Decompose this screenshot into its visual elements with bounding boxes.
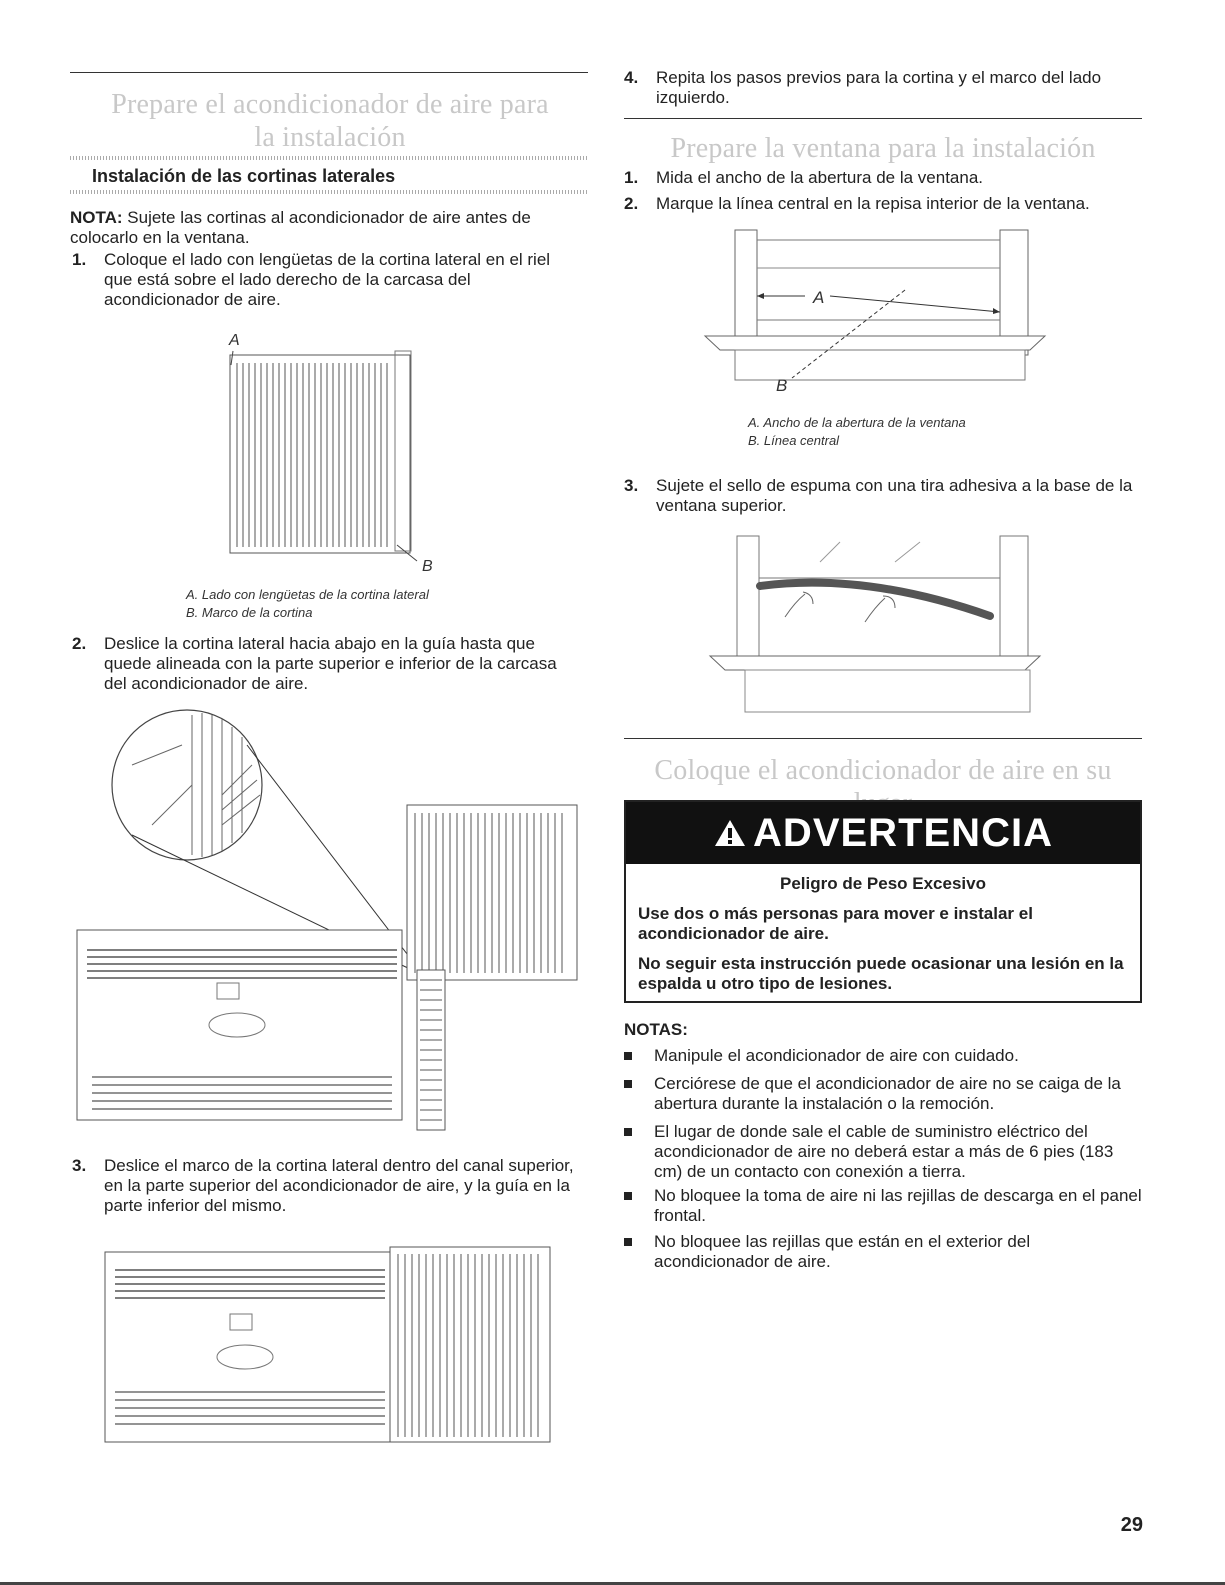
- note-item: [624, 1232, 1142, 1274]
- note-text: Sujete las cortinas al acondicionador de aire antes de colocarlo en la ventana.: [70, 208, 531, 247]
- section-title-prepare-window: Prepare la ventana para la instalación: [670, 133, 1096, 164]
- note-paragraph: [70, 208, 580, 248]
- step-text: Mida el ancho de la abertura de la ventana.: [656, 168, 984, 187]
- note-label: NOTA:: [70, 208, 123, 227]
- right-rule-1: [624, 118, 1142, 119]
- step-number: 1.: [72, 250, 87, 269]
- left-step-2: [72, 634, 577, 696]
- step-text: Marque la línea central en la repisa interior de la ventana.: [656, 194, 1090, 213]
- figure1-caption-a: A. Lado con lengüetas de la cortina lateral: [186, 587, 429, 602]
- ac-curtain-detail-figure: [72, 705, 592, 1145]
- left-step-1: [72, 250, 577, 330]
- page-number: 29: [1120, 1514, 1143, 1536]
- note-text: No bloquee las rejillas que están en el exterior del acondicionador de aire.: [654, 1232, 1031, 1271]
- figure-label-b: B: [776, 376, 788, 395]
- step-number: 1.: [624, 168, 639, 187]
- right-step-2: [624, 194, 1139, 214]
- warning-line-2: No seguir esta instrucción puede ocasionar una lesión en la espalda u otro tipo de lesiones.: [638, 954, 1124, 993]
- window-measure-figure: [700, 228, 1050, 408]
- bullet-icon: [624, 1238, 632, 1246]
- right-step-1: [624, 168, 1139, 188]
- foam-seal-figure: [705, 532, 1045, 717]
- note-item: [624, 1046, 1142, 1066]
- step-number: 2.: [72, 634, 87, 653]
- subtitle-underline: [70, 190, 588, 194]
- notes-label: NOTAS:: [624, 1020, 688, 1039]
- note-text: Manipule el acondicionador de aire con cuidado.: [654, 1046, 1019, 1065]
- note-item: [624, 1122, 1142, 1184]
- window-figure-caption-a: A. Ancho de la abertura de la ventana: [748, 415, 966, 430]
- step-number: 2.: [624, 194, 639, 213]
- warning-title: ADVERTENCIA: [753, 811, 1053, 855]
- step-number: 3.: [624, 476, 639, 495]
- warning-hazard: Peligro de Peso Excesivo: [780, 874, 986, 893]
- note-item: [624, 1074, 1142, 1116]
- left-top-rule: [70, 72, 588, 73]
- figure-label-a: A: [229, 332, 240, 349]
- right-rule-2: [624, 738, 1142, 739]
- step-text: Coloque el lado con lengüetas de la cortina lateral en el riel que está sobre el lado derecho de la carcasa del acondicionador de aire.: [104, 250, 551, 309]
- step-text: Sujete el sello de espuma con una tira adhesiva a la base de la ventana superior.: [656, 476, 1133, 515]
- step-text: Repita los pasos previos para la cortina y el marco del lado izquierdo.: [656, 68, 1102, 107]
- bullet-icon: [624, 1052, 632, 1060]
- step-number: 4.: [624, 68, 639, 87]
- warning-triangle-icon: [713, 818, 747, 848]
- warning-box: [624, 800, 1142, 1003]
- right-step-3: [624, 476, 1139, 518]
- step-text: Deslice la cortina lateral hacia abajo en la guía hasta que quede alineada con la parte superior e inferior de la carcasa del acondicionador de aire.: [104, 634, 557, 693]
- note-item: [624, 1186, 1142, 1228]
- figure-label-a: A: [813, 288, 825, 307]
- window-figure-caption-b: B. Línea central: [748, 433, 840, 448]
- ac-curtain-installed-figure: [100, 1232, 560, 1447]
- right-step-4: [624, 68, 1139, 110]
- note-text: No bloquee la toma de aire ni las rejillas de descarga en el panel frontal.: [654, 1186, 1142, 1225]
- figure-label-b: B: [422, 558, 433, 575]
- left-step-3: [72, 1156, 587, 1218]
- note-text: Cerciórese de que el acondicionador de aire no se caiga de la abertura durante la instalación o la remoción.: [654, 1074, 1121, 1113]
- bullet-icon: [624, 1192, 632, 1200]
- subtitle-side-curtains: Instalación de las cortinas laterales: [92, 166, 396, 186]
- bullet-icon: [624, 1080, 632, 1088]
- warning-line-1: Use dos o más personas para mover e instalar el acondicionador de aire.: [638, 904, 1033, 943]
- title-underline: [70, 156, 588, 160]
- side-curtain-figure: [215, 325, 435, 575]
- bullet-icon: [624, 1128, 632, 1136]
- step-text: Deslice el marco de la cortina lateral dentro del canal superior, en la parte superior del acondicionador de aire, y la guía en la parte inferior del mismo.: [104, 1156, 574, 1215]
- figure1-caption-b: B. Marco de la cortina: [186, 605, 313, 620]
- note-text: El lugar de donde sale el cable de suministro eléctrico del acondicionador de aire no deberá estar a más de 6 pies (183 cm) de un contacto con conexión a tierra.: [654, 1122, 1114, 1181]
- section-title-prepare-ac: Prepare el acondicionador de aire para la instalación: [111, 89, 549, 153]
- warning-header: [626, 802, 1140, 864]
- step-number: 3.: [72, 1156, 87, 1175]
- section-title-place-ac: Coloque el acondicionador de aire en su: [654, 755, 1112, 786]
